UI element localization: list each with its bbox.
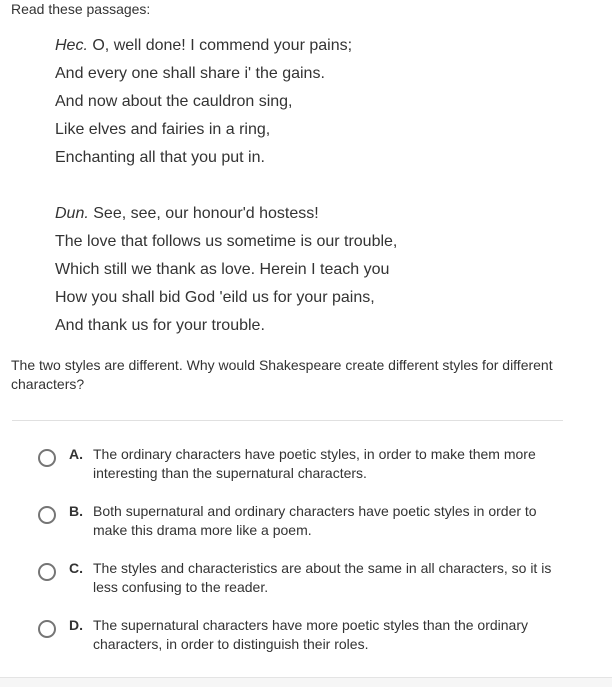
option-d-text: The supernatural characters have more poetic styles than the ordinary characters, in order to distinguish their roles. [93,617,529,652]
passage-line: And thank us for your trouble. [55,317,265,334]
answer-options [0,445,612,654]
speaker-abbreviation: Dun. [55,205,89,222]
option-c-text: The styles and characteristics are about the same in all characters, so it is less confusing to the reader. [93,560,552,595]
option-b-letter: B. [69,503,83,519]
passage-line-text: O, well done! I commend your pains; [92,37,353,54]
option-c-radio-button[interactable] [38,563,56,581]
passage-line: And every one shall share i' the gains. [55,65,325,82]
option-a-letter: A. [69,446,83,462]
option-b-radio-button[interactable] [38,506,56,524]
passage-line [55,32,612,60]
answer-option-c[interactable] [0,559,612,597]
passage-instructions: Read these passages: [11,1,151,17]
option-a-radio-button[interactable] [38,449,56,467]
passage-line: And now about the cauldron sing, [55,93,293,110]
next-section-edge [0,677,612,687]
passage-line [55,200,612,228]
passage-duncan [55,200,612,340]
passage-block [55,32,612,340]
passage-line: The love that follows us sometime is our trouble, [55,233,398,250]
option-c-letter: C. [69,560,83,576]
option-b-text: Both supernatural and ordinary characters have poetic styles in order to make this drama more like a poem. [93,503,537,538]
question-text: The two styles are different. Why would Shakespeare create different styles for different characters? [11,357,553,392]
answer-option-b[interactable] [0,502,612,540]
option-d-letter: D. [69,617,83,633]
option-a-text: The ordinary characters have poetic styles, in order to make them more interesting than the supernatural characters. [93,446,536,481]
answer-option-a[interactable] [0,445,612,483]
passage-line: Which still we thank as love. Herein I teach you [55,261,390,278]
question-options-divider [12,420,563,421]
passage-line-text: See, see, our honour'd hostess! [93,205,319,222]
passage-line: How you shall bid God 'eild us for your pains, [55,289,375,306]
speaker-abbreviation: Hec. [55,37,88,54]
option-d-radio-button[interactable] [38,620,56,638]
answer-option-d[interactable] [0,616,612,654]
passage-line: Enchanting all that you put in. [55,149,265,166]
passage-hecate [55,32,612,172]
passage-line: Like elves and fairies in a ring, [55,121,271,138]
